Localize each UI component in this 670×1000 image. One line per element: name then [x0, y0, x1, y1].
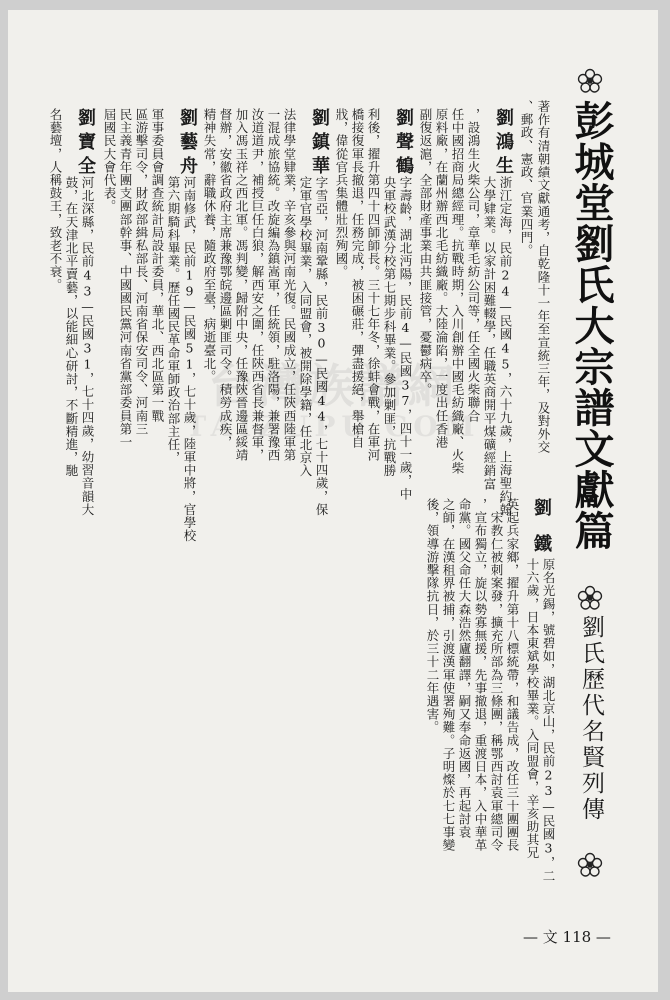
entry-line: 督辦，安徽省政府主席兼豫鄂皖邊區剿匪司令。積勞成疾，: [218, 108, 233, 449]
entry-line: 利後，擢升第四十四師師長。三十七年冬，徐蚌會戰，在軍河: [366, 108, 381, 462]
entry-line: 命黨。國父命任大森浩然廬翻譯，嗣又奉命返國，再起討袁: [457, 498, 472, 839]
entry-line: 大學肄業。以家計困難輟學，任職英商開平煤礦經銷富: [482, 176, 497, 491]
entry-line: 一混成旅協統。改旋編為鎮嵩軍，任統領，駐洛陽，兼署豫西: [266, 108, 281, 462]
plum-blossom-icon: [577, 852, 603, 878]
watermark-text: 台灣族譜網: [208, 359, 458, 413]
entry-line: 十六歲，日本東斌學校畢業。入同盟會，辛亥助其兄: [525, 558, 540, 860]
entry-line: 之師，在漢租界被捕，引渡漢軍使署殉難。子明燦於七七事變: [441, 498, 456, 852]
entry-line: 屆國民大會代表。: [102, 108, 117, 213]
entry-line: 字壽齡，湖北沔陽，民前4—民國37，四十一歲，中: [398, 176, 413, 501]
entry-line: ，設鴻生火柴公司，章華毛紡公司等，任全國火柴聯合: [466, 108, 481, 423]
entry-line: 汝道道尹，補授巨任白狼，解西安之圍，任陝西省長兼督軍，: [250, 108, 265, 462]
section-subtitle: 劉氏歷代名賢列傳: [578, 615, 604, 823]
entry-line: 定軍官學校畢業，入同盟會，被開除學籍，任北京入: [298, 176, 313, 478]
entry-line: 法律學堂肄業，辛亥參與河南光復。民國成立，任陝西陸軍第: [282, 108, 297, 462]
entry-line: 副復返滬，全部財產事業由共匪接管，憂鬱病卒。: [418, 108, 433, 397]
plum-blossom-icon: [577, 585, 603, 611]
intro-line: 著作有清朝績文獻通考，自乾隆十一年至宣統三年，及對外交: [536, 100, 551, 454]
entry-line: 字雪亞，河南鞏縣，民前30—民國44，七十四歲，保: [314, 176, 329, 516]
entry-line: 原名光錫，號碧如，湖北京山，民前23—民國3，二: [541, 558, 556, 883]
entry-line: 軍事委員會調查統計局設計委員，華北、西北區第一戰: [150, 108, 165, 423]
entry-name: 劉鴻生: [493, 108, 514, 180]
entry-name: 劉鐵: [531, 498, 552, 570]
page-title: 彭城堂劉氏大宗譜文獻篇: [568, 100, 615, 551]
entry-line: 任中國招商局總經理。抗戰時期，入川創辦中國毛紡織廠、火柴: [450, 108, 465, 475]
entry-line: 原料廠，在蘭州辦西北毛紡織廠。大陸淪陷，一度出任香港: [434, 108, 449, 449]
entry-line: 區游擊司令，財政部緝私部長、河南省保安司令、河南三: [134, 108, 149, 436]
entry-name: 劉寶全: [75, 108, 96, 180]
entry-line: 後，領導游擊隊抗日，於三十二年遇害。: [425, 498, 440, 734]
entry-line: 戕，偉從官兵集體壯烈殉國。: [334, 108, 349, 279]
entry-line: 精神失常，辭職休養，隨政府至臺，病逝臺北。: [202, 108, 217, 384]
plum-blossom-icon: [577, 68, 603, 94]
entry-line: 浙江定海，民前24—民國45，六十九歲，上海聖約翰: [498, 176, 513, 516]
entry-line: 民主義青年團支團部幹事、中國國民黨河南省黨部委員第一: [118, 108, 133, 449]
entry-line: ，宣布獨立，旋以勢寡無援，先事撤退，重渡日本，入中華革: [473, 498, 488, 852]
intro-line: 、郵政、憲政、官業四門。: [519, 100, 534, 258]
entry-line: 第六期騎科畢業。歷任國民革命軍師政治部主任，: [166, 176, 181, 465]
document-page: [8, 10, 658, 992]
entry-line: 鼓，在天津北平賣藝，以能細心研討，不斷精進，馳: [64, 176, 79, 478]
entry-line: 河南修武，民前19—民國51，七十歲，陸軍中將，官學校: [182, 176, 197, 543]
entry-name: 劉聲鶴: [393, 108, 414, 180]
entry-line: 名藝壇，人稱鼓王，致老不衰。: [48, 108, 63, 292]
watermark-url: TAIZUPU.COM: [185, 410, 481, 443]
entry-line: ，宋教仁被刺案發，擴充所部為三條團，稱鄂西討袁軍總司令: [489, 498, 504, 852]
entry-line: 英起兵家鄉，擢升第十八標統帶，和議告成，改任三十團團長: [505, 498, 520, 852]
entry-line: 橋接復軍長撤退，任務完成，被困碾莊，彈盡援絕，舉槍自: [350, 108, 365, 449]
entry-name: 劉鎮華: [309, 108, 330, 180]
entry-line: 央軍校武漢分校第七期步科畢業。參加剿匪，抗戰勝: [382, 176, 397, 478]
entry-line: 河北深縣，民前43—民國31，七十四歲，幼習音韻大: [80, 176, 95, 516]
page-number: — 文 118 —: [523, 928, 611, 946]
entry-name: 劉藝舟: [177, 108, 198, 180]
entry-line: 加入馮玉祥之西北軍。馮判變，歸附中央，任豫陝晉邊區綏靖: [234, 108, 249, 462]
